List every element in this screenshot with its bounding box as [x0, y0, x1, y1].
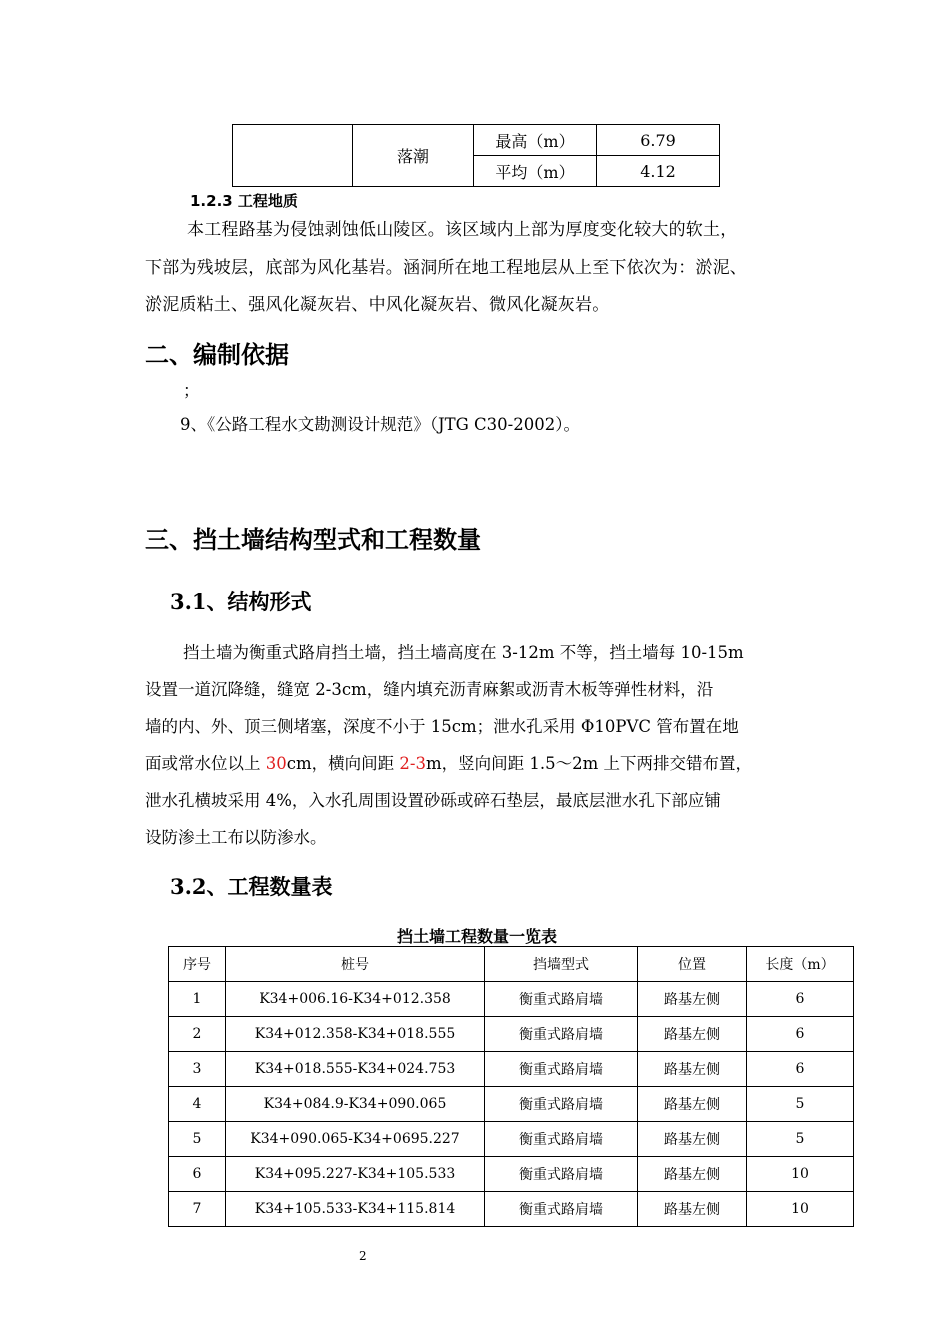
- column-header: 长度（m）: [747, 947, 854, 982]
- table-cell: 10: [747, 1157, 854, 1192]
- table-cell: 6: [747, 1052, 854, 1087]
- table-row: [233, 125, 720, 156]
- table-cell: 路基左侧: [638, 1017, 747, 1052]
- page-number: 2: [359, 1249, 367, 1263]
- table-cell: 衡重式路肩墙: [485, 982, 638, 1017]
- table-cell: 5: [169, 1122, 226, 1157]
- table-cell: 5: [747, 1122, 854, 1157]
- paragraph-line: 泄水孔横坡采用 4%，入水孔周围设置砂砾或碎石垫层，最底层泄水孔下部应铺: [145, 791, 721, 810]
- paragraph-line: 挡土墙为衡重式路肩挡土墙，挡土墙高度在 3-12m 不等，挡土墙每 10-15m: [183, 643, 744, 662]
- table-cell: 4: [169, 1087, 226, 1122]
- table-cell: 路基左侧: [638, 982, 747, 1017]
- quantity-table: [168, 946, 854, 1227]
- table-cell: K34+090.065-K34+0695.227: [226, 1122, 485, 1157]
- highlighted-value: 30: [265, 754, 287, 773]
- table-cell: K34+095.227-K34+105.533: [226, 1157, 485, 1192]
- table-cell: 最高（m）: [474, 125, 597, 156]
- tide-label-cell: 落潮: [353, 125, 474, 187]
- paragraph-line: 设置一道沉降缝，缝宽 2-3cm，缝内填充沥青麻絮或沥青木板等弹性材料，沿: [145, 680, 714, 699]
- table-cell: 4.12: [597, 156, 720, 187]
- paragraph-line: 下部为残坡层，底部为风化基岩。涵洞所在地工程地层从上至下依次为：淤泥、: [145, 258, 747, 278]
- table-cell: 衡重式路肩墙: [485, 1122, 638, 1157]
- table-row: [169, 1122, 854, 1157]
- table-cell: 1: [169, 982, 226, 1017]
- text-run: cm，横向间距: [286, 754, 400, 773]
- table-title: 挡土墙工程数量一览表: [397, 927, 558, 946]
- table-cell-empty: [233, 125, 353, 187]
- column-header: 挡墙型式: [485, 947, 638, 982]
- paragraph-line: 设防渗土工布以防渗水。: [145, 828, 327, 847]
- column-header: 位置: [638, 947, 747, 982]
- table-row: [169, 1052, 854, 1087]
- table-cell: 6: [169, 1157, 226, 1192]
- table-cell: 衡重式路肩墙: [485, 1157, 638, 1192]
- table-cell: 衡重式路肩墙: [485, 1087, 638, 1122]
- section-heading-3-2: 3.2、工程数量表: [170, 874, 333, 899]
- reference-item: 9、《公路工程水文勘测设计规范》（JTG C30-2002）。: [180, 415, 580, 434]
- table-cell: 路基左侧: [638, 1122, 747, 1157]
- table-cell: 路基左侧: [638, 1052, 747, 1087]
- paragraph-line: 淤泥质粘土、强风化凝灰岩、中风化凝灰岩、微风化凝灰岩。: [145, 295, 610, 315]
- table-cell: 6.79: [597, 125, 720, 156]
- table-cell: K34+018.555-K34+024.753: [226, 1052, 485, 1087]
- section-heading-3-1: 3.1、结构形式: [170, 589, 312, 614]
- highlighted-value: 2-3: [399, 754, 426, 773]
- table-cell: K34+012.358-K34+018.555: [226, 1017, 485, 1052]
- table-row: [169, 1017, 854, 1052]
- table-cell: 路基左侧: [638, 1192, 747, 1227]
- table-cell: 衡重式路肩墙: [485, 1017, 638, 1052]
- table-row: [169, 982, 854, 1017]
- table-cell: 10: [747, 1192, 854, 1227]
- table-cell: 路基左侧: [638, 1157, 747, 1192]
- table-cell: 3: [169, 1052, 226, 1087]
- column-header: 序号: [169, 947, 226, 982]
- table-cell: 6: [747, 1017, 854, 1052]
- table-cell: 平均（m）: [474, 156, 597, 187]
- column-header: 桩号: [226, 947, 485, 982]
- section-heading-2: 二、编制依据: [145, 341, 289, 369]
- table-cell: K34+006.16-K34+012.358: [226, 982, 485, 1017]
- table-cell: 7: [169, 1192, 226, 1227]
- paragraph-line: 墙的内、外、顶三侧堵塞，深度不小于 15cm；泄水孔采用 Φ10PVC 管布置在地: [145, 717, 739, 736]
- table-cell: 5: [747, 1087, 854, 1122]
- section-heading-1-2-3: 1.2.3 工程地质: [190, 192, 298, 210]
- text-run: m，竖向间距 1.5～2m 上下两排交错布置，: [425, 754, 752, 773]
- paragraph-line: ；: [183, 381, 200, 400]
- table-row: [169, 1192, 854, 1227]
- table-header-row: [169, 947, 854, 982]
- table-row: [169, 1157, 854, 1192]
- table-cell: 路基左侧: [638, 1087, 747, 1122]
- tide-table: [232, 124, 720, 187]
- table-cell: 衡重式路肩墙: [485, 1192, 638, 1227]
- table-row: [169, 1087, 854, 1122]
- table-cell: 2: [169, 1017, 226, 1052]
- text-run: 面或常水位以上: [145, 754, 266, 773]
- table-cell: 衡重式路肩墙: [485, 1052, 638, 1087]
- paragraph-line: [145, 750, 752, 774]
- paragraph-line: 本工程路基为侵蚀剥蚀低山陵区。该区域内上部为厚度变化较大的软土，: [187, 220, 738, 240]
- table-cell: 6: [747, 982, 854, 1017]
- table-cell: K34+084.9-K34+090.065: [226, 1087, 485, 1122]
- table-cell: K34+105.533-K34+115.814: [226, 1192, 485, 1227]
- section-heading-3: 三、挡土墙结构型式和工程数量: [145, 526, 481, 554]
